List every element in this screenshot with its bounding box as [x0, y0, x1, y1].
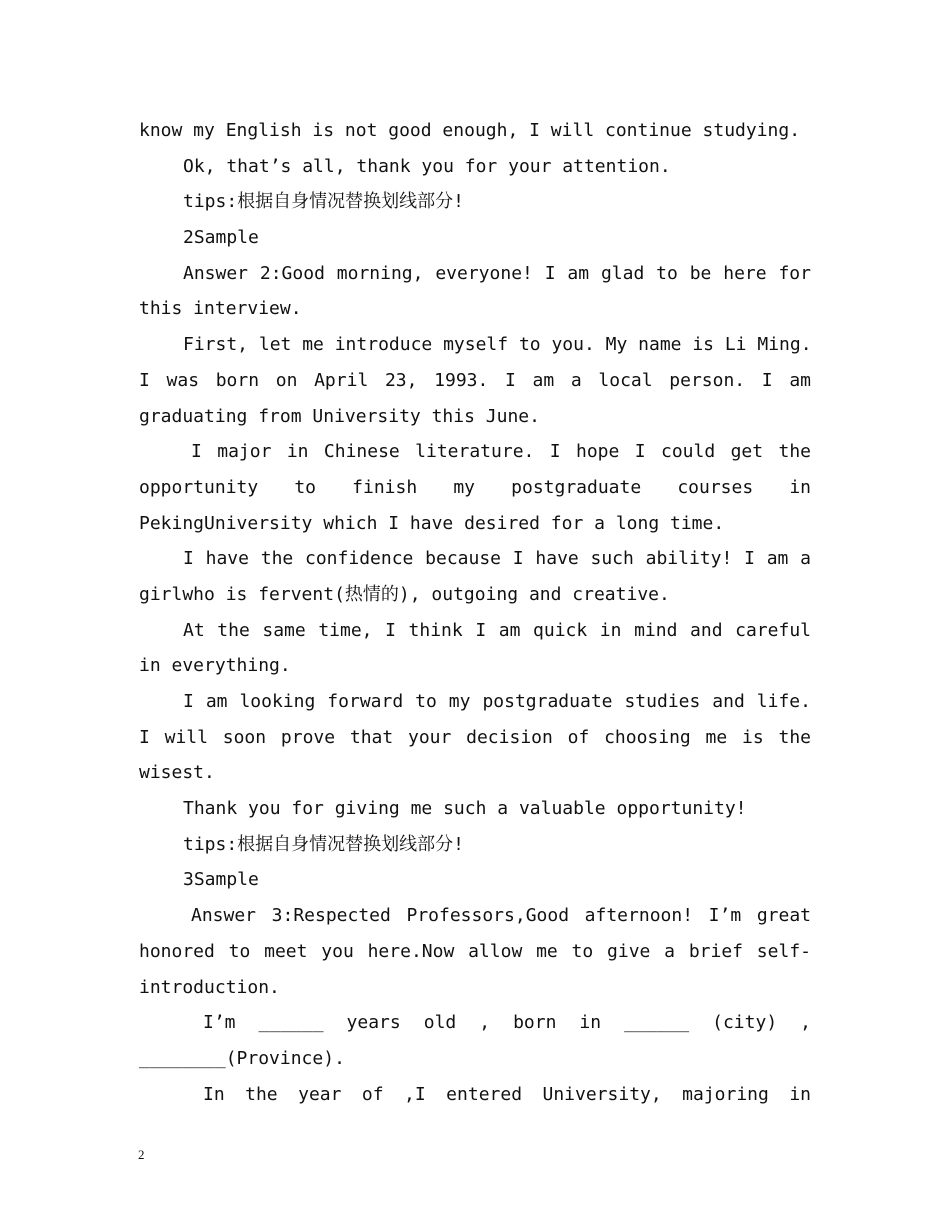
- text-line: At the same time, I think I am quick in mind and careful: [183, 619, 811, 641]
- text-line: I have the confidence because I have such ability! I am a: [183, 548, 811, 570]
- document-body: [139, 113, 811, 1112]
- text-line: in everything.: [139, 655, 291, 677]
- text-line: I’m ______ years old , born in ______ (city) ,: [203, 1012, 811, 1034]
- text-line: Thank you for giving me such a valuable opportunity!: [183, 798, 747, 820]
- text-line: Answer 2:Good morning, everyone! I am glad to be here for: [183, 262, 811, 284]
- tips-line: tips:根据自身情况替换划线部分!: [183, 833, 465, 855]
- page-number: 2: [138, 1147, 145, 1162]
- text-line: this interview.: [139, 298, 302, 320]
- text-line: graduating from University this June.: [139, 405, 540, 427]
- text-line: I major in Chinese literature. I hope I could get the: [191, 441, 811, 463]
- sample-heading: 2Sample: [183, 227, 259, 249]
- text-line: girlwho is fervent(热情的), outgoing and creative.: [139, 583, 670, 605]
- tips-line: tips:根据自身情况替换划线部分!: [183, 191, 465, 213]
- text-line: honored to meet you here.Now allow me to give a brief self-: [139, 940, 811, 962]
- text-line: Answer 3:Respected Professors,Good afternoon! I’m great: [191, 905, 811, 927]
- text-line: know my English is not good enough, I will continue studying.: [139, 120, 801, 141]
- text-line: PekingUniversity which I have desired for a long time.: [139, 512, 725, 534]
- sample-heading: 3Sample: [183, 869, 259, 891]
- text-line: ________(Province).: [139, 1047, 345, 1069]
- text-line: introduction.: [139, 976, 280, 998]
- text-line: First, let me introduce myself to you. My name is Li Ming.: [183, 334, 812, 356]
- text-line: opportunity to finish my postgraduate courses in: [139, 476, 811, 498]
- text-line: I will soon prove that your decision of choosing me is the: [139, 726, 811, 748]
- text-line: I was born on April 23, 1993. I am a local person. I am: [139, 369, 811, 391]
- text-line: Ok, that’s all, thank you for your attention.: [183, 155, 671, 177]
- text-line: In the year of ,I entered University, majoring in: [203, 1083, 811, 1105]
- text-line: I am looking forward to my postgraduate studies and life.: [183, 691, 811, 712]
- text-line: wisest.: [139, 762, 215, 784]
